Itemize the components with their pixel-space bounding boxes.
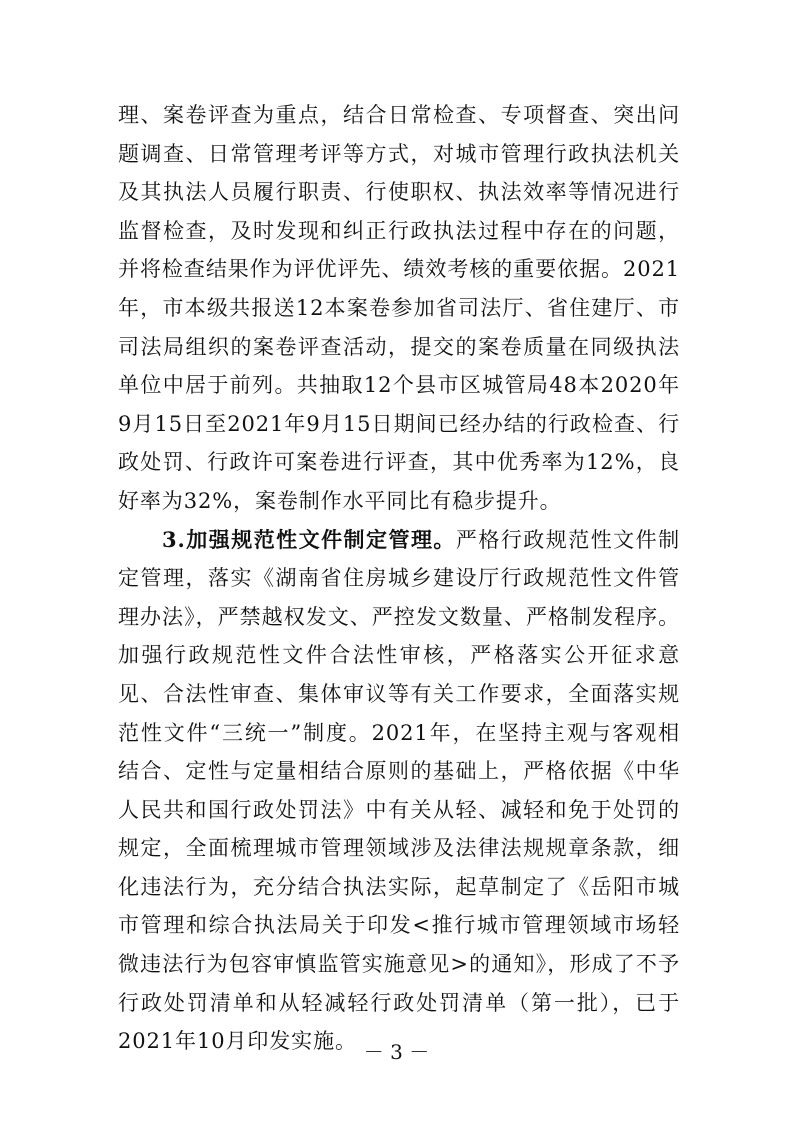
paragraph-1 <box>118 96 680 521</box>
page-number: － 3 － <box>363 1040 430 1064</box>
body-text <box>118 96 680 1061</box>
paragraph-1-text: 理、案卷评查为重点，结合日常检查、专项督查、突出问题调查、日常管理考评等方式，对城市管理行政执法机关及其执法人员履行职责、行使职权、执法效率等情况进行监督检查，及时发现和纠正行政执法过程中存在的问题，并将检查结果作为评优评先、绩效考核的重要依据。2021年，市本级共报送12本案卷参加省司法厅、省住建厅、市司法局组织的案卷评查活动，提交的案卷质量在同级执法单位中居于前列。共抽取12个县市区城管局48本2020年9月15日至2021年9月15日期间已经办结的行政检查、行政处罚、行政许可案卷进行评查，其中优秀率为12%，良好率为32%，案卷制作水平同比有稳步提升。 <box>118 103 680 513</box>
paragraph-2-text: 严格行政规范性文件制定管理，落实《湖南省住房城乡建设厅行政规范性文件管理办法》，严禁越权发文、严控发文数量、严格制发程序。加强行政规范性文件合法性审核，严格落实公开征求意见、合法性审查、集体审议等有关工作要求，全面落实规范性文件“三统一”制度。2021年，在坚持主观与客观相结合、定性与定量相结合原则的基础上，严格依据《中华人民共和国行政处罚法》中有关从轻、减轻和免于处罚的规定，全面梳理城市管理领域涉及法律法规规章条款，细化违法行为，充分结合执法实际，起草制定了《岳阳市城市管理和综合执法局关于印发<推行城市管理领域市场轻微违法行为包容审慎监管实施意见>的通知》，形成了不予行政处罚清单和从轻减轻行政处罚清单（第一批），已于2021年10月印发实施。 <box>118 527 680 1054</box>
paragraph-2-heading: 3.加强规范性文件制定管理。 <box>162 526 456 552</box>
paragraph-2 <box>118 521 680 1061</box>
